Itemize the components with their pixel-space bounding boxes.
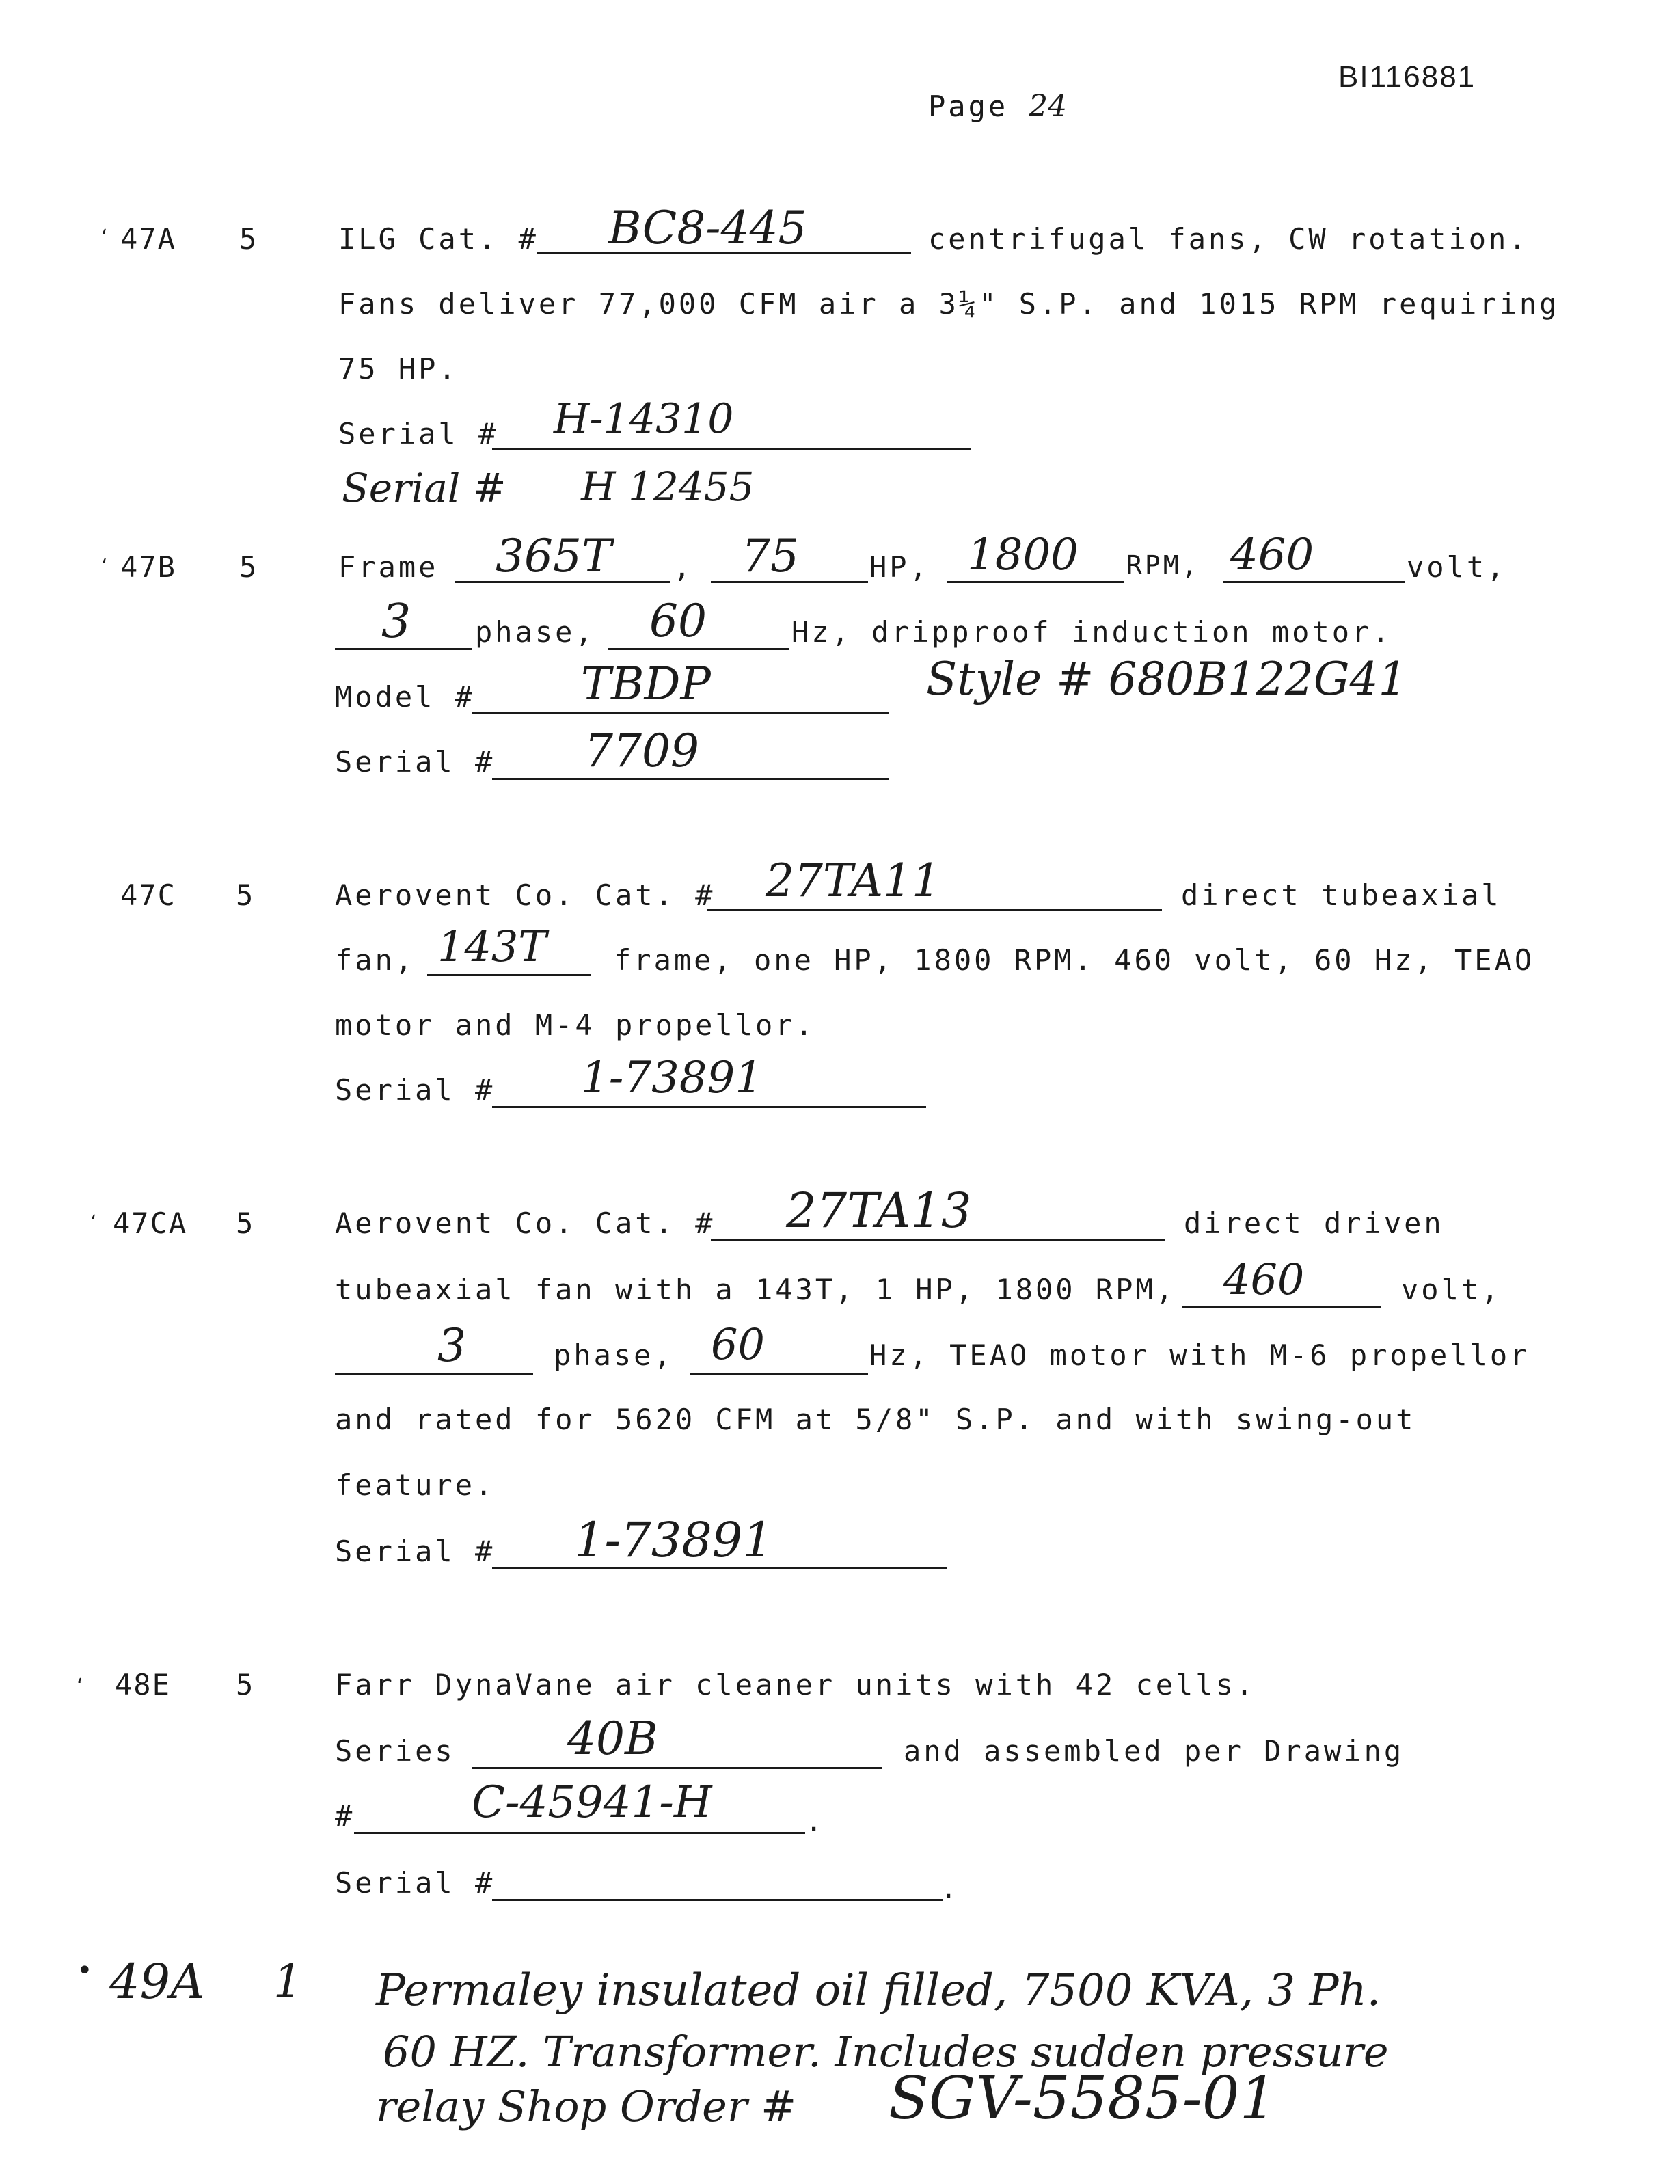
serial-number: 7709 [584, 725, 699, 777]
item-line: Farr DynaVane air cleaner units with 42 cells. [335, 1668, 1256, 1701]
hz-value: 60 [649, 595, 707, 647]
catalog-blank [707, 909, 1162, 911]
item-number: 47CA [113, 1206, 188, 1240]
serial-label: Serial # [338, 417, 499, 450]
hz-blank [608, 648, 789, 650]
item-line: tubeaxial fan with a 143T, 1 HP, 1800 RPM, [335, 1273, 1176, 1306]
page-number: 24 [1029, 89, 1068, 124]
hp-value: 75 [742, 530, 799, 582]
model-label: Model # [335, 680, 476, 714]
model-value: TBDP [581, 658, 711, 710]
item-number: 48E [115, 1668, 171, 1701]
period: . [940, 1872, 960, 1905]
serial-label: Serial # [335, 1073, 496, 1107]
serial-blank [492, 448, 971, 450]
serial-blank [492, 1106, 926, 1108]
serial-label: Serial # [335, 1535, 496, 1568]
serial-blank [492, 778, 889, 780]
item-quantity: 5 [239, 550, 258, 584]
handwritten-line: relay Shop Order # [376, 2081, 797, 2131]
item-line: Aerovent Co. Cat. # [335, 1206, 716, 1240]
item-line: fan, [335, 943, 416, 977]
item-line: and rated for 5620 CFM at 5/8" S.P. and with swing-out [335, 1403, 1416, 1436]
hz-label: Hz, dripproof induction motor. [791, 615, 1392, 649]
volt-blank [1223, 581, 1405, 583]
style-number: Style # 680B122G41 [926, 653, 1407, 705]
phase-label: phase, [475, 615, 595, 649]
item-number: 47A [120, 222, 176, 256]
item-quantity: 5 [236, 1206, 255, 1240]
volt-value: 460 [1230, 530, 1314, 580]
volt-value: 460 [1223, 1254, 1305, 1304]
phase-blank [335, 1373, 533, 1375]
item-line: direct tubeaxial [1181, 878, 1502, 912]
model-blank [472, 712, 889, 714]
item-number: 49A [109, 1954, 205, 2010]
drawing-label: # [335, 1799, 355, 1833]
item-line: motor and M-4 propellor. [335, 1008, 815, 1042]
series-value: 40B [567, 1712, 658, 1765]
drawing-number: C-45941-H [472, 1777, 712, 1828]
item-number: 47B [120, 550, 176, 584]
page-label: Page [928, 90, 1009, 123]
frame-value: 143T [437, 921, 547, 971]
phase-value: 3 [437, 1319, 466, 1372]
catalog-number: 27TA13 [786, 1183, 972, 1239]
handwritten-serial-number: H 12455 [581, 463, 755, 510]
shop-order-number: SGV-5585-01 [889, 2064, 1277, 2133]
hz-blank [690, 1373, 868, 1375]
catalog-number: BC8-445 [608, 202, 807, 254]
item-quantity: 5 [236, 1668, 255, 1701]
hz-value: 60 [711, 1319, 765, 1369]
item-line: feature. [335, 1468, 496, 1502]
item-quantity: 5 [239, 222, 258, 256]
serial-label: Serial # [335, 745, 496, 779]
handwritten-line: 60 HZ. Transformer. Includes sudden pressure [383, 2027, 1389, 2077]
rpm-blank [947, 581, 1124, 583]
serial-number: 1-73891 [581, 1053, 763, 1103]
hp-label: HP, [869, 550, 930, 584]
serial-label: Serial # [335, 1866, 496, 1900]
item-line: 75 HP. [338, 352, 459, 386]
serial-number: H-14310 [554, 395, 734, 443]
item-line: centrifugal fans, CW rotation. [928, 222, 1529, 256]
serial-number: 1-73891 [574, 1512, 773, 1568]
page-heading [928, 89, 1067, 124]
item-line: and assembled per Drawing [904, 1734, 1405, 1768]
serial-blank [492, 1899, 943, 1901]
item-line: direct driven [1184, 1206, 1444, 1240]
item-line: ILG Cat. # [338, 222, 539, 256]
item-quantity: 5 [236, 878, 255, 912]
phase-value: 3 [381, 595, 411, 649]
rpm-value: 1800 [967, 530, 1079, 580]
catalog-blank [711, 1239, 1165, 1241]
rpm-label: RPM, [1126, 550, 1200, 580]
item-line: volt, [1401, 1273, 1502, 1306]
catalog-number: 27TA11 [766, 854, 941, 907]
volt-blank [1182, 1306, 1381, 1308]
check-mark-icon: ʻ [101, 555, 108, 579]
check-mark-icon: ʻ [90, 1211, 97, 1235]
item-line: Aerovent Co. Cat. # [335, 878, 716, 912]
item-number: 47C [120, 878, 176, 912]
check-mark-icon: • [77, 1955, 93, 1986]
item-line: phase, [554, 1338, 674, 1372]
comma: , [673, 550, 694, 584]
frame-blank [427, 974, 591, 976]
item-line: frame, one HP, 1800 RPM. 460 volt, 60 Hz, TEAO [614, 943, 1535, 977]
frame-label: Frame [338, 550, 439, 584]
volt-label: volt, [1407, 550, 1507, 584]
check-mark-icon: ʻ [77, 1675, 83, 1699]
handwritten-serial-label: Serial # [342, 465, 506, 511]
drawing-blank [354, 1832, 805, 1834]
item-line: Fans deliver 77,000 CFM air a 3¼" S.P. and 1015 RPM requiring [338, 287, 1560, 321]
frame-value: 365T [496, 530, 612, 582]
item-quantity: 1 [273, 1955, 302, 2008]
series-label: Series [335, 1734, 455, 1768]
series-blank [472, 1767, 882, 1769]
handwritten-line: Permaley insulated oil filled, 7500 KVA, 3 Ph. [376, 1965, 1381, 2016]
item-line: Hz, TEAO motor with M-6 propellor [869, 1338, 1530, 1372]
check-mark-icon: ʻ [101, 226, 108, 250]
period: . [805, 1805, 826, 1838]
document-reference: BI116881 [1338, 60, 1476, 94]
